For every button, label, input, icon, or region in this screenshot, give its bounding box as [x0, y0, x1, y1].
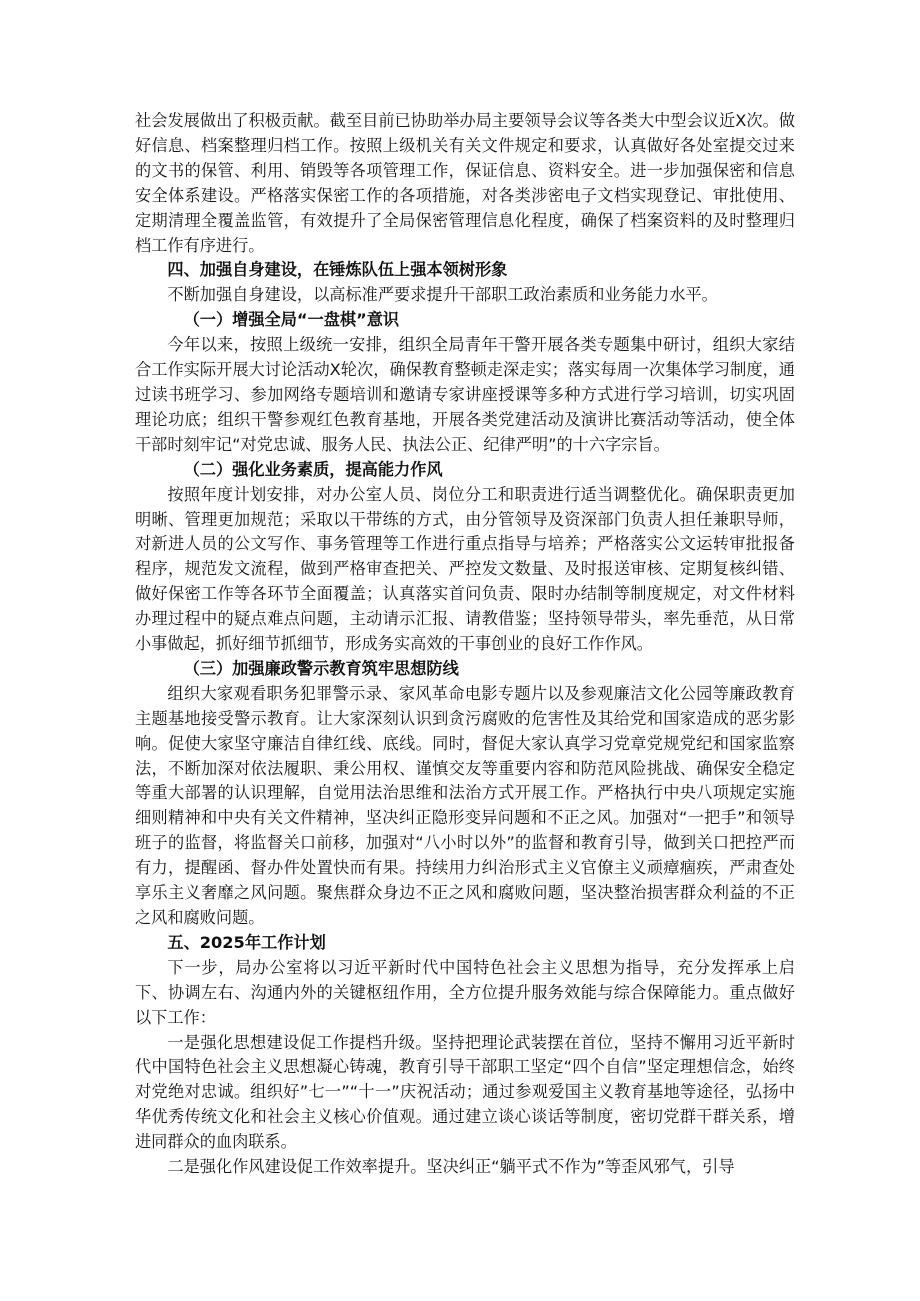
subheading-1: （一）增强全局“一盘棋”意识: [183, 310, 400, 330]
paragraph-self-building-intro: 不断加强自身建设，以高标准严要求提升干部职工政治素质和业务能力水平。: [167, 285, 718, 305]
subheading-2: （二）强化业务素质，提高能力作风: [183, 459, 443, 479]
paragraph-plan-intro: 下一步，局办公室将以习近平新时代中国特色社会主义思想为指导，充分发挥承上启下、协调左右、沟通内外的关键枢纽作用，全方位提升服务效能与综合保障能力。重点做好以下工作：: [135, 957, 795, 1027]
paragraph-plan-item-2: 二是强化作风建设促工作效率提升。坚决纠正“躺平式不作为”等歪风邪气，引导: [167, 1157, 735, 1177]
paragraph-business-quality: 按照年度计划安排，对办公室人员、岗位分工和职责进行适当调整优化。确保职责更加明晰、管理更加规范；采取以干带练的方式，由分管领导及资深部门负责人担任兼职导师，对新进人员的公文写作、事务管理等工作进行重点指导与培养；严格落实公文运转审批报备程序，规范发文流程，做到严格审查把关、严控发文数量、及时报送审核、定期复核纠错、做好保密工作等各环节全面覆盖；认真落实首问负责、限时办结制等制度规定，对文件材料办理过程中的疑点难点问题，主动请示汇报、请教借鉴；坚持领导带头，率先垂范，从日常小事做起，抓好细节抓细节，形成务实高效的干事创业的良好工作作风。: [135, 484, 795, 654]
paragraph-integrity-education: 组织大家观看职务犯罪警示录、家风革命电影专题片以及参观廉洁文化公园等廉政教育主题基地接受警示教育。让大家深刻认识到贪污腐败的危害性及其给党和国家造成的恶劣影响。促使大家坚守廉洁自律红线、底线。同时，督促大家认真学习党章党规党纪和国家监察法，不断加深对依法履职、秉公用权、谨慎交友等重要内容和防范风险挑战、确保安全稳定等重大部署的认识理解，自觉用法治思维和法治方式开展工作。严格执行中央八项规定实施细则精神和中央有关文件精神，坚决纠正隐形变异问题和不正之风。加强对“一把手”和领导班子的监督，将监督关口前移，加强对“八小时以外”的监督和教育引导，做到关口把控严而有力，提醒函、督办件处置快而有果。持续用力纠治形式主义官僚主义顽瘴痼疾，严肃查处享乐主义奢靡之风问题。聚焦群众身边不正之风和腐败问题，坚决整治损害群众利益的不正之风和腐败问题。: [135, 683, 795, 927]
paragraph-plan-item-1: 一是强化思想建设促工作提档升级。坚持把理论武装摆在首位，坚持不懈用习近平新时代中国特色社会主义思想凝心铸魂，教育引导干部职工坚定“四个自信”坚定理想信念，始终对党绝对忠诚。组织好”七一”“十一”庆祝活动；通过参观爱国主义教育基地等途径，弘扬中华优秀传统文化和社会主义核心价值观。通过建立谈心谈话等制度，密切党群干群关系，增进同群众的血肉联系。: [135, 1032, 795, 1152]
section-heading-4: 四、加强自身建设，在锤炼队伍上强本领树形象: [167, 260, 508, 280]
subheading-3: （三）加强廉政警示教育筑牢思想防线: [183, 658, 459, 678]
section-heading-5: 五、2025年工作计划: [167, 932, 326, 952]
paragraph-study-activities: 今年以来，按照上级统一安排，组织全局青年干警开展各类专题集中研讨，组织大家结合工作实际开展大讨论活动X轮次，确保教育整顿走深走实；落实每周一次集体学习制度，通过读书班学习、参加网络专题培训和邀请专家讲座授课等多种方式进行学习培训，切实巩固理论功底；组织干警参观红色教育基地，开展各类党建活动及演讲比赛活动等活动，使全体干部时刻牢记“对党忠诚、服务人民、执法公正、纪律严明”的十六字宗旨。: [135, 335, 795, 454]
paragraph-archive-work: 社会发展做出了积极贡献。截至目前已协助举办局主要领导会议等各类大中型会议近X次。做好信息、档案整理归档工作。按照上级机关有关文件规定和要求，认真做好各处室提交过来的文书的保管、利用、销毁等各项管理工作，保证信息、资料安全。进一步加强保密和信息安全体系建设。严格落实保密工作的各项措施，对各类涉密电子文档实现登记、审批使用、定期清理全覆盖监管，有效提升了全局保密管理信息化程度，确保了档案资料的及时整理归档工作有序进行。: [135, 111, 795, 255]
document-page: [135, 109, 795, 1180]
